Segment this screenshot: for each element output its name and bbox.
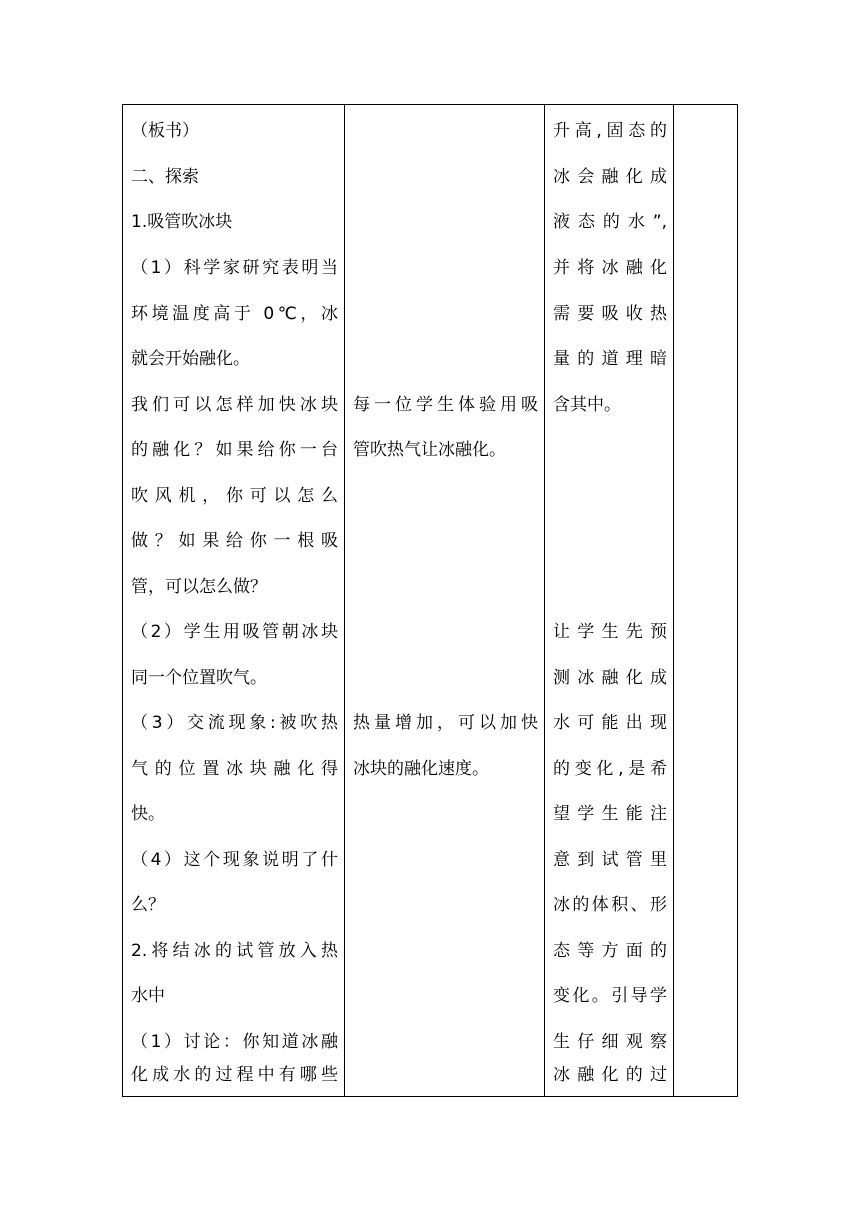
text-line: 液态的水”, (553, 212, 667, 232)
text-line: 升高,固态的 (553, 121, 667, 141)
text-line: 水中 (131, 986, 165, 1006)
student-activity-cell (345, 105, 545, 1097)
text-line: 2.将结冰的试管放入热 (131, 941, 338, 961)
text-line: 管吹热气让冰融化。 (353, 440, 506, 460)
text-line: （1）讨论：你知道冰融 (131, 1032, 338, 1052)
text-line: 化成水的过程中有哪些 (131, 1065, 338, 1085)
text-line: 水可能出现 (553, 713, 667, 733)
text-line: 的变化,是希 (553, 759, 667, 779)
text-line: 意到试管里 (553, 850, 667, 870)
text-line: 二、探索 (131, 167, 199, 187)
text-line: 环境温度高于 0℃，冰 (131, 304, 338, 324)
text-line: 气的位置冰块融化得 (131, 759, 338, 779)
text-line: 同一个位置吹气。 (131, 668, 267, 688)
text-line: 需要吸收热 (553, 304, 667, 324)
text-line: 让学生先预 (553, 622, 667, 642)
text-line: 量的道理暗 (553, 349, 667, 369)
text-line: 望学生能注 (553, 804, 667, 824)
text-line: 冰的体积、形 (553, 895, 667, 915)
text-line: 做？如果给你一根吸 (131, 531, 338, 551)
text-line: 热量增加，可以加快 (353, 713, 538, 733)
text-line: 1.吸管吹冰块 (131, 212, 233, 232)
text-line: 吹风机，你可以怎么 (131, 486, 338, 506)
text-line: （4）这个现象说明了什 (131, 850, 338, 870)
text-line: 就会开始融化。 (131, 349, 250, 369)
text-line: 么？ (131, 895, 165, 915)
text-line: 含其中。 (553, 395, 621, 415)
text-line: 管，可以怎么做？ (131, 577, 267, 597)
text-line: （2）学生用吸管朝冰块 (131, 622, 338, 642)
text-line: （板书） (131, 121, 199, 141)
text-line: 冰块的融化速度。 (353, 759, 489, 779)
text-line: 冰融化的过 (553, 1065, 667, 1085)
notes-cell (674, 105, 738, 1097)
text-line: 冰会融化成 (553, 167, 667, 187)
text-line: 生仔细观察 (553, 1032, 667, 1052)
text-line: （1）科学家研究表明当 (131, 258, 338, 278)
text-line: 每一位学生体验用吸 (353, 395, 538, 415)
text-line: 快。 (131, 804, 165, 824)
teaching-process-cell (123, 105, 345, 1097)
text-line: 并将冰融化 (553, 258, 667, 278)
text-line: 的融化？如果给你一台 (131, 440, 338, 460)
text-line: 变化。引导学 (553, 986, 667, 1006)
lesson-plan-table (122, 104, 738, 1097)
table-row (123, 105, 738, 1097)
text-line: 测冰融化成 (553, 668, 667, 688)
design-intent-cell (545, 105, 674, 1097)
text-line: 我们可以怎样加快冰块 (131, 395, 338, 415)
text-line: 态等方面的 (553, 941, 667, 961)
text-line: （3）交流现象:被吹热 (131, 713, 338, 733)
